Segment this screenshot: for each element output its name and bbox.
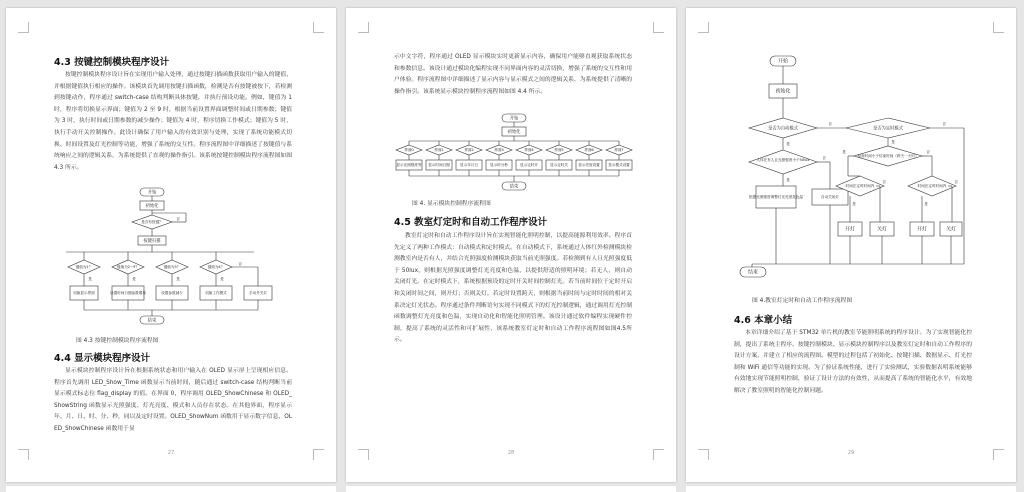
svg-text:初始化: 初始化 (145, 204, 159, 209)
case-action-label: 显示模式设置 (608, 163, 630, 167)
section-heading: 4.6 本章小结 (734, 315, 793, 326)
document-page-27 (6, 8, 336, 482)
svg-text:是: 是 (786, 142, 790, 146)
svg-text:开灯: 开灯 (844, 226, 856, 233)
svg-text:是: 是 (132, 277, 136, 281)
svg-text:时间在定时时间内: 时间在定时时间内 (845, 184, 875, 188)
svg-text:切换显示界面: 切换显示界面 (73, 291, 95, 295)
svg-text:是: 是 (786, 178, 790, 182)
body-paragraph: 按键控制模块程序设计旨在实现用户输入处理，通过按键扫描函数获取用户输入的键值，并根据键值执行相应的操作。该模块首先调用按键扫描函数，检测是否有按键被按下，若检测到按键动作，程序通过 switch-case 结构判断具体按键，并执行预设功能。例如，键值为 1 时，程序将切换显示界面；键值为 2 至 9 时，根据当前设置界面调整时间或日期参数；键值为 3 时，执行时间或日期参数的减少操作；键值为 4 时，程序切换工作模式；键值为 5 时，执行手动开关控制操作。此设计确保了用户输入的有效识别与处理，实现了系统功能模式切换、时间设置及灯光控制等功能，增强了系统的交互性。程序流程图中详细描述了按键值与系统响应之间的逻辑关系，为系统提供了直观的操作指引。该系统按键控制模块程序流程图如图 4.3 所示。 (54, 72, 292, 171)
case-action-label: 显示亮度设置 (578, 163, 600, 167)
page-number: 28 (507, 450, 515, 456)
svg-text:检查时间小于结束时间（跨天一天时）: 检查时间小于结束时间（跨天一天时） (857, 154, 919, 158)
svg-text:是: 是 (891, 140, 895, 144)
section-heading: 4.5 教室灯定时和自动工作程序设计 (394, 217, 548, 228)
body-paragraph: 教室灯定时和自动工作程序设计旨在实现智能化照明控制，以提高能源利用效率。程序首先定义了两种工作模式：自动模式和定时模式。在自动模式下，系统通过人体红外检测模块检测教室内是否有人，并结合光照强度检测模块获取当前光照强度。若检测到有人且光照强度低于 50lux，则根据光照强度调整灯光亮度和色温，以提供舒适的照明环境；若无人，则自动关闭灯光。在定时模式下，系统根据预设的定时开关时间控制灯光。若当前时间位于定时开启和关闭时间之间，则开灯；否则关灯。若定时设置跨天，则根据当前时间与定时时间的相对关系决定灯光状态。程序通过条件判断语句实现不同模式下的灯光控制逻辑，通过调用灯光控制函数调整灯光亮度和色温，实现自动化和智能化照明管理。该设计通过软件编程实现硬件控制，提高了系统的灵活性和可扩展性，该系统教室灯定时和自动工作程序流程图如图4.5所示。 (394, 233, 632, 344)
svg-text:开灯: 开灯 (916, 226, 928, 233)
document-page-28 (346, 8, 676, 482)
body-paragraph: 示中文字符，程序通过 OLED 显示模块实时更新显示内容，确保用户能够直观获取系统状态和参数信息。该设计通过模块化编程实现不同界面内容的灵活切换，增强了系统的交互性和用户体验。程序流程图中详细描述了显示内容与显示模式之间的逻辑关系，为系统提供了清晰的操作指引。该系统显示模块控制程序流程图如图 4.4 所示。 (394, 54, 632, 95)
section-heading: 4.3 按键控制模块程序设计 (54, 57, 170, 68)
svg-text:否: 否 (882, 180, 886, 184)
case-action-label: 显示年月日 (460, 163, 478, 167)
case-label: 界面6 (584, 148, 594, 152)
figure-caption: 图 4.教室灯定时和自动工作程序流程图 (752, 298, 853, 304)
crop-mark (358, 22, 369, 33)
svg-text:否: 否 (926, 150, 930, 154)
svg-text:是: 是 (852, 202, 856, 206)
svg-text:键值为3？: 键值为3？ (163, 265, 181, 269)
svg-text:是: 是 (220, 277, 224, 281)
svg-text:否: 否 (238, 262, 242, 266)
case-action-label: 显示定时开 (520, 163, 538, 167)
svg-text:开始: 开始 (777, 58, 789, 65)
svg-text:是: 是 (842, 150, 846, 154)
next-page-edge (346, 486, 676, 492)
crop-mark (993, 22, 1004, 33)
document-page-29 (686, 8, 1016, 482)
svg-text:否: 否 (954, 180, 958, 184)
case-label: 界面3 (494, 148, 504, 152)
crop-mark (18, 22, 29, 33)
next-page-edge (6, 486, 336, 492)
svg-text:按键扫描: 按键扫描 (143, 239, 161, 244)
svg-text:人体在有人且光照强度小于50lux: 人体在有人且光照强度小于50lux (756, 158, 810, 162)
svg-text:键值为1？: 键值为1？ (75, 265, 93, 269)
svg-text:否: 否 (176, 217, 180, 221)
svg-text:自动关闭灯: 自动关闭灯 (821, 195, 839, 199)
svg-text:是: 是 (176, 277, 180, 281)
body-paragraph: 本章详细介绍了基于 STM32 单片机的教室节能照明系统的程序设计。为了实现智能化控制，提出了系统主程序、按键控制模块、显示模块控制程序以及教室灯定时和自动工作程序的设计方案，并建立了相应的流程图。模型的过程包括了初始化、按键扫描、数据显示、灯光控制和 WiFi 通信等功能的实现。为了验证系统性能，进行了实验测试，实验数据表明系统能够有效地实现节能照明控制，验证了设计方法的有效性，从而提高了系统的智能化水平，有效地解决了教室照明的智能化控制问题。 (734, 330, 972, 394)
case-label: 界面2 (464, 148, 474, 152)
figure-caption: 图 4. 显示模块控制程序流程图 (412, 201, 491, 207)
svg-text:否: 否 (822, 156, 826, 160)
case-action-label: 显示光照强度等 (396, 163, 422, 167)
case-action-label: 显示时分秒 (490, 163, 508, 167)
crop-mark (698, 22, 709, 33)
case-label: 界面1 (434, 148, 444, 152)
next-page-edge (686, 486, 1016, 492)
svg-text:是否为定时模式: 是否为定时模式 (872, 126, 904, 132)
svg-text:是否有按键？: 是否有按键？ (141, 220, 163, 224)
svg-text:根据光照强度调整灯光亮度及色温: 根据光照强度调整灯光亮度及色温 (749, 195, 803, 199)
svg-text:关灯: 关灯 (876, 226, 888, 233)
case-label: 界面7 (614, 148, 624, 152)
svg-text:键值为4？: 键值为4？ (207, 265, 225, 269)
svg-text:结束: 结束 (147, 318, 157, 324)
case-label: 界面0 (404, 148, 414, 152)
case-action-label: 显示时间日期 (428, 163, 450, 167)
svg-text:开始: 开始 (509, 116, 519, 122)
display-flowchart (394, 112, 634, 194)
case-label: 界面4 (524, 148, 534, 152)
svg-text:初始化: 初始化 (507, 130, 521, 135)
svg-text:关灯: 关灯 (945, 226, 957, 233)
svg-text:手动开关灯: 手动开关灯 (249, 291, 267, 295)
page-number: 29 (847, 450, 855, 456)
crop-mark (653, 22, 664, 33)
svg-text:否: 否 (942, 122, 946, 126)
keypad-flowchart (54, 186, 294, 328)
timer-auto-flowchart (734, 54, 974, 282)
svg-text:设置参数减少: 设置参数减少 (161, 291, 183, 295)
case-label: 界面5 (554, 148, 564, 152)
svg-text:设置时间日期参数增加: 设置时间日期参数增加 (110, 291, 146, 295)
svg-text:结束: 结束 (747, 269, 759, 276)
svg-text:开始: 开始 (147, 190, 157, 196)
svg-text:是: 是 (88, 277, 92, 281)
svg-text:是否为自动模式: 是否为自动模式 (767, 126, 799, 132)
svg-text:结束: 结束 (509, 184, 519, 190)
crop-mark (313, 22, 324, 33)
figure-caption: 图 4.3 按键控制模块程序流程图 (76, 338, 159, 344)
svg-text:否: 否 (828, 122, 832, 126)
svg-text:时间在定时时间内: 时间在定时时间内 (917, 184, 947, 188)
svg-text:初始化: 初始化 (775, 88, 791, 95)
body-paragraph: 显示模块控制程序设计旨在根据系统状态和用户输入在 OLED 显示屏上呈现相应信息。程序首先调用 LED_Show_Time 函数显示当前时间，随后通过 switch-case 结构判断当前显示模式标志位 flag_display 的值。在界面 0，程序调用 OLED_ShowChinese 和 OLED_ShowString 函数显示光照强度、灯光亮度、模式和人员存在状态。在其他界面，程序显示年、月、日、时、分、秒，同以及定时设置。OLED_ShowNum 函数用于显示数字信息，OLED_ShowChinese 函数用于显 (54, 368, 292, 432)
case-action-label: 显示定时关 (550, 163, 568, 167)
page-number: 27 (167, 450, 175, 456)
svg-text:键值为2~9？: 键值为2~9？ (117, 265, 139, 269)
section-heading: 4.4 显示模块程序设计 (54, 353, 151, 364)
svg-text:是: 是 (924, 202, 928, 206)
svg-text:切换工作模式: 切换工作模式 (205, 291, 227, 295)
